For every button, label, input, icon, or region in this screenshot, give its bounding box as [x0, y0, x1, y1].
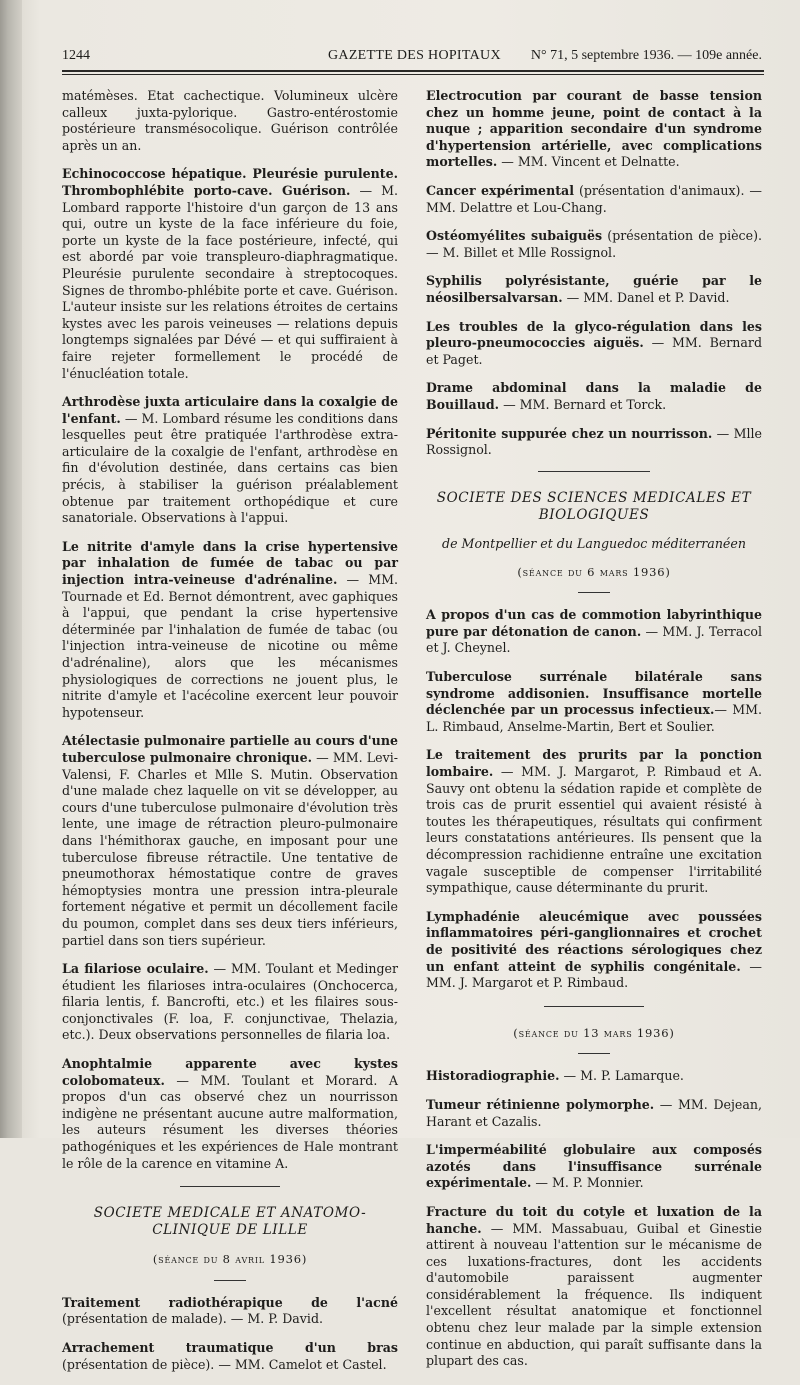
paragraph-text: — MM. Dejean, Harant et Cazalis. [426, 1096, 762, 1129]
paragraph [426, 607, 762, 657]
paragraph [62, 166, 398, 382]
paragraph [426, 747, 762, 896]
paragraph-title: Cancer expérimental [426, 182, 574, 198]
paragraph [426, 1142, 762, 1192]
paragraph [426, 1097, 762, 1130]
paragraph-text: — MM. Bernard et Paget. [426, 335, 763, 367]
paragraph-text: — M. Lombard résume les conditions dans lesquelles peut être pratiquée l'arthrodèse extra-articulaire de la coxalgie de l'enfant, arthrodèse en fin d'évolution destinée, dans certains cas bien précis, à stabiliser la guérison préalablement obtenue par traitement orthopédique et cure sanatoriale. Observations à l'appui. [62, 410, 398, 526]
paragraph-title: Anophtalmie apparente avec kystes colobomateux. [62, 1056, 398, 1088]
short-divider [578, 592, 610, 593]
section-title: SOCIETE MEDICALE ET ANATOMO-CLINIQUE DE LILLE [93, 1205, 367, 1239]
page-number: 1244 [62, 48, 90, 63]
paragraph [426, 1068, 762, 1085]
paragraph-text: — MM. Massabuau, Guibal et Ginestie attirent à nouveau l'attention sur le mécanisme de ces luxations-fractures, dont les accidents d'automobile paraissent augmenter considérablement la fréquence. Ils indiquent l'excellent résultat anatomique et fonctionnel obtenu chez leur malade par la simple extension continue en abduction, qui paraît suffisante dans la plupart des cas. [426, 1220, 762, 1369]
paragraph [426, 319, 762, 369]
paragraph-text: (présentation d'animaux). — MM. Delattre et Lou-Chang. [426, 182, 762, 215]
journal-title: GAZETTE DES HOPITAUX [328, 48, 501, 63]
header-rule-thin [62, 74, 764, 75]
section-subtitle: de Montpellier et du Languedoc méditerranéen [442, 535, 746, 551]
paragraph [426, 426, 762, 459]
paragraph-title: Le traitement des prurits par la ponction lombaire. [426, 747, 762, 780]
paragraph [62, 1056, 398, 1172]
paragraph [426, 669, 762, 735]
short-divider [578, 1053, 610, 1054]
paragraph-text: (présentation de pièce). — M. Billet et Mlle Rossignol. [426, 228, 762, 260]
paragraph-title: Arthrodèse juxta articulaire dans la coxalgie de l'enfant. [62, 394, 398, 426]
paragraph [426, 183, 762, 216]
paragraph [426, 380, 762, 413]
paragraph-text: — MM. Toulant et Medinger étudient les filarioses intra-oculaires (Onchocerca, filaria lentis, f. Bancrofti, etc.) et les filaires sous-conjonctivales (F. loa, F. conjunctivae, Thelazia, etc.). Deux observations personnelles de filaria loa. [62, 961, 399, 1043]
section-divider [180, 1186, 280, 1187]
paragraph-text: — Mlle Rossignol. [426, 425, 762, 458]
paragraph [426, 228, 762, 261]
paragraph [62, 1340, 398, 1373]
paragraph [62, 1295, 398, 1328]
paragraph [426, 1204, 762, 1370]
paragraph [426, 273, 762, 306]
paragraph-title: Le nitrite d'amyle dans la crise hypertensive par inhalation de fumée de tabac ou par injection intra-veineuse d'adrénaline. [62, 538, 398, 588]
seance-date: (séance du 8 avril 1936) [152, 1252, 308, 1267]
paragraph-title: Péritonite suppurée chez un nourrisson. [426, 425, 713, 441]
section-divider [538, 471, 650, 472]
seance-date: (séance du 6 mars 1936) [517, 564, 671, 579]
page-header [62, 44, 762, 66]
paragraph-title: Syphilis polyrésistante, guérie par le néosilbersalvarsan. [426, 273, 762, 305]
paragraph-text: — M. P. Monnier. [531, 1175, 644, 1191]
paragraph-title: Echinococcose hépatique. Pleurésie purulente. Thrombophlébite porto-cave. Guérison. [62, 166, 398, 198]
paragraph-text: — MM. Bernard et Torck. [499, 396, 667, 412]
paragraph-text: — MM. J. Margarot, P. Rimbaud et A. Sauvy ont obtenu la sédation rapide et complète de trois cas de prurit essentiel qui avaient résisté à toutes les thérapeutiques, résultats qui confirment leurs constatations antérieures. Ils pensent que la décompression rachidienne entraîne une excitation vagale susceptible de compenser l'irritabilité sympathique, cause déterminante du prurit. [426, 764, 762, 896]
paragraph-text: — MM. Levi-Valensi, F. Charles et Mlle S. Mutin. Observation d'une malade chez laquelle on vit se développer, au cours d'une tuberculose pulmonaire d'évolution très lente, une image de rétraction pleuro-pulmonaire dans l'hémithorax gauche, en imposant pour une tuberculose fibreuse rétractile. Une tentative de pneumothorax hémostatique contre de graves hémoptysies montra une pression intra-pleurale fortement négative et permit un décollement facile du poumon, complet dans ses deux tiers inférieurs, partiel dans son tiers supérieur. [62, 749, 398, 948]
paragraph [62, 539, 398, 722]
paragraph [62, 88, 398, 154]
paragraph-title: A propos d'un cas de commotion labyrinthique pure par détonation de canon. [426, 607, 762, 639]
paragraph-text: matémèses. Etat cachectique. Volumineux ulcère calleux juxta-pylorique. Gastro-entérostomie postérieure transmésocolique. Guérison contrôlée après un an. [62, 88, 398, 153]
paragraph-title: Arrachement traumatique d'un bras [62, 1340, 398, 1355]
paragraph-title: Lymphadénie aleucémique avec poussées inflammatoires péri-ganglionnaires et crochet de positivité des réactions sérologiques chez un enfant atteint de syphilis congénitale. [426, 908, 762, 974]
paragraph-title: Tuberculose surrénale bilatérale sans syndrome addisonien. Insuffisance mortelle déclenchée par un processus infectieux. [426, 669, 762, 718]
paragraph [62, 394, 398, 527]
paragraph-title: Fracture du toit du cotyle et luxation de la hanche. [426, 1203, 762, 1236]
section-divider [544, 1006, 644, 1007]
paragraph-text: — MM. Danel et P. David. [562, 289, 730, 305]
seance-date: (séance du 13 mars 1936) [513, 1025, 675, 1040]
paragraph [62, 733, 398, 949]
paragraph-title: Les troubles de la glyco-régulation dans les pleuro-pneumococcies aiguës. [426, 318, 762, 351]
paragraph-text: (présentation de malade). — M. P. David. [62, 1311, 324, 1327]
paragraph-title: L'imperméabilité globulaire aux composés azotés dans l'insuffisance surrénale expérimentale. [426, 1142, 762, 1191]
section-title: SOCIETE DES SCIENCES MEDICALES ET BIOLOGIQUES [436, 489, 752, 523]
short-divider [214, 1280, 246, 1281]
left-column [62, 88, 398, 1385]
paragraph-text: — MM. L. Rimbaud, Anselme-Martin, Bert et Soulier. [426, 702, 763, 734]
paragraph-title: Ostéomyélites subaiguës [426, 228, 603, 244]
paragraph-text: — MM. Toulant et Morard. A propos d'un cas observé chez un nourrisson indigène ne présentant aucune autre malformation, les auteurs résument les diverses théories pathogéniques et les expériences de Hale montrant le rôle de la carence en vitamine A. [62, 1072, 398, 1171]
paragraph-title: La filariose oculaire. [62, 961, 209, 977]
paragraph-text: — MM. J. Terracol et J. Cheynel. [426, 623, 762, 656]
paragraph [62, 961, 398, 1044]
paragraph-text: — MM. Tournade et Ed. Bernot démontrent, avec gaphiques à l'appui, que pendant la crise hypertensive déterminée par l'inhalation de fumée de tabac (ou l'injection intra-veineuse de nicotine ou même d'adrénaline), alors que les mécanismes physiologiques de corrections ne jouent plus, le nitrite d'amyle et l'acécoline exercent leur pouvoir hypotenseur. [62, 572, 398, 720]
paragraph-title: Electrocution par courant de basse tension chez un homme jeune, point de contact à la nuque ; apparition secondaire d'un syndrome d'hypertension artérielle, avec complications mortelles. [426, 88, 762, 170]
paragraph-text: — MM. Vincent et Delnatte. [497, 154, 680, 170]
paragraph-text: — MM. J. Margarot et P. Rimbaud. [426, 958, 762, 991]
issue-info: N° 71, 5 septembre 1936. — 109e année. [530, 48, 762, 63]
paragraph-title: Historadiographie. [426, 1068, 560, 1084]
right-column [426, 88, 762, 1382]
header-rule [62, 70, 764, 72]
paragraph [426, 88, 762, 171]
paragraph-text: (présentation de pièce). — MM. Camelot et Castel. [62, 1356, 387, 1372]
paragraph-text: — M. P. Lamarque. [559, 1068, 684, 1084]
paragraph-text: — M. Lombard rapporte l'histoire d'un garçon de 13 ans qui, outre un kyste de la face inférieure du foie, porte un kyste de la face postérieure, infecté, qui est abordé par voie transpleuro-diaphragmatique. Pleurésie purulente secondaire à streptocoques. Signes de thrombo-phlébite porte et cave. Guérison. L'auteur insiste sur les relations étroites de certains kystes avec les parois veineuses — relations depuis longtemps signalées par Dévé — et qui suffiraient à faire rejeter formellement le procédé de l'énucléation totale. [62, 182, 398, 381]
paragraph [426, 909, 762, 992]
paragraph-title: Tumeur rétinienne polymorphe. [426, 1096, 655, 1112]
paragraph-title: Drame abdominal dans la maladie de Bouillaud. [426, 380, 762, 412]
page-binding [0, 0, 22, 1138]
paragraph-title: Traitement radiothérapique de l'acné [62, 1294, 398, 1310]
paragraph-title: Atélectasie pulmonaire partielle au cours d'une tuberculose pulmonaire chronique. [62, 733, 398, 765]
